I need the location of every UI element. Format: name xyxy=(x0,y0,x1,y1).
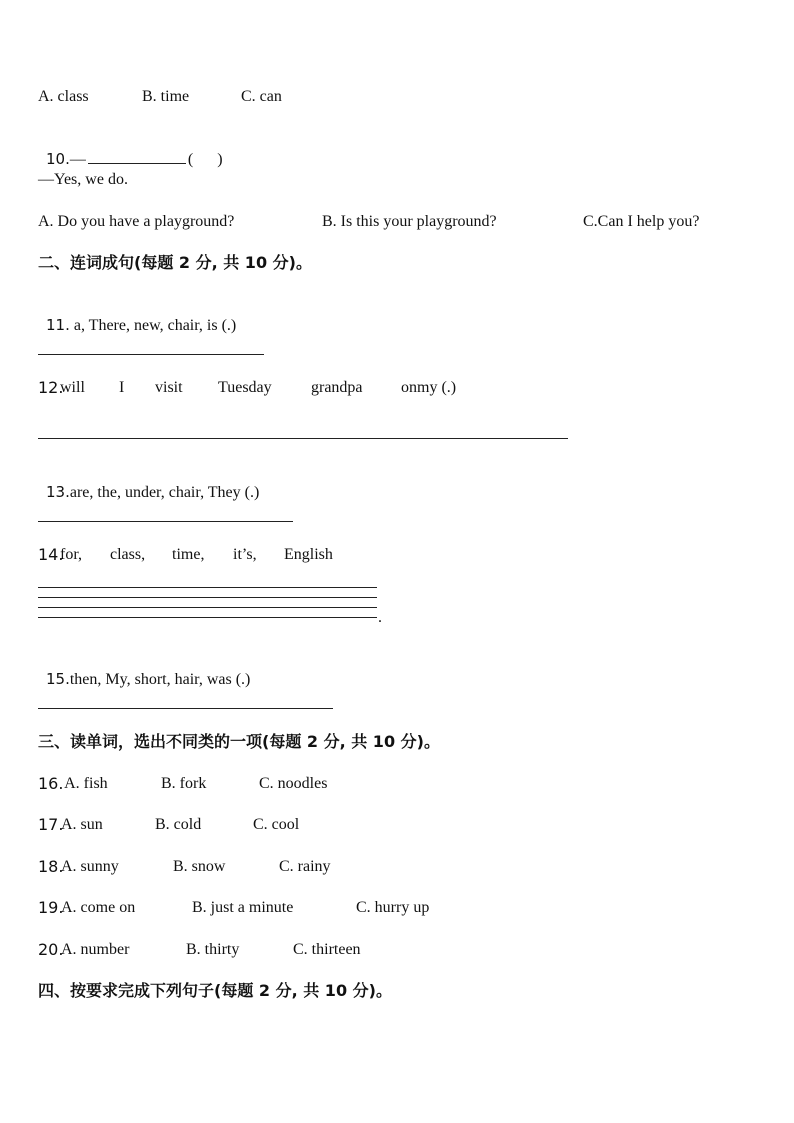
q12-word: onmy (.) xyxy=(401,379,457,396)
q11-answer-line[interactable] xyxy=(38,354,264,355)
q10-answer-blank[interactable] xyxy=(88,149,186,164)
q12-word: I xyxy=(119,379,125,396)
q18-option-c: C. rainy xyxy=(279,858,331,875)
q19-option-b: B. just a minute xyxy=(192,899,294,916)
q10-option-c: C.Can I help you? xyxy=(583,213,700,230)
q20-number: 20. xyxy=(38,940,64,959)
q18-option-b: B. snow xyxy=(173,858,226,875)
q10-dash: — xyxy=(69,151,86,168)
q13-prompt xyxy=(38,462,259,503)
q10-number: 10. xyxy=(46,150,70,168)
q14-answer-line[interactable] xyxy=(38,617,377,618)
q12-word: will xyxy=(60,379,85,396)
q17-option-a: A. sun xyxy=(61,816,103,833)
q15-words: then, My, short, hair, was (.) xyxy=(69,671,251,688)
q14-word: time, xyxy=(172,546,205,563)
q10-paren: ( ) xyxy=(187,151,223,168)
q19-number: 19. xyxy=(38,898,64,917)
q9-option-a: A. class xyxy=(38,88,89,105)
q16-number: 16. xyxy=(38,774,64,793)
q12-word: visit xyxy=(155,379,183,396)
q10-option-a: A. Do you have a playground? xyxy=(38,213,235,230)
q12-answer-line[interactable] xyxy=(38,438,568,439)
q14-answer-line[interactable] xyxy=(38,587,377,588)
q18-number: 18. xyxy=(38,857,64,876)
q12-number: 12. xyxy=(38,378,64,397)
q9-option-b: B. time xyxy=(142,88,190,105)
section-2-title: 二、连词成句(每题 2 分, 共 10 分)。 xyxy=(38,253,312,272)
q15-answer-line[interactable] xyxy=(38,708,333,709)
q14-word: class, xyxy=(110,546,146,563)
q16-option-a: A. fish xyxy=(61,775,108,792)
q17-option-b: B. cold xyxy=(155,816,202,833)
q12-word: Tuesday xyxy=(218,379,272,396)
q12-word: grandpa xyxy=(311,379,363,396)
q20-option-c: C. thirteen xyxy=(293,941,361,958)
q17-number: 17. xyxy=(38,815,64,834)
q20-option-b: B. thirty xyxy=(186,941,240,958)
q14-answer-line[interactable] xyxy=(38,607,377,608)
q19-option-a: A. come on xyxy=(61,899,136,916)
q14-word: English xyxy=(284,546,333,563)
q14-number: 14. xyxy=(38,545,64,564)
q11-number: 11. xyxy=(46,316,70,334)
q15-prompt xyxy=(38,649,250,690)
q17-option-c: C. cool xyxy=(253,816,300,833)
q13-number: 13. xyxy=(46,483,70,501)
q10-prompt xyxy=(38,129,223,170)
q13-words: are, the, under, chair, They (.) xyxy=(69,484,260,501)
q9-option-c: C. can xyxy=(241,88,282,105)
q20-option-a: A. number xyxy=(61,941,130,958)
q14-word: it’s, xyxy=(233,546,257,563)
q15-number: 15. xyxy=(46,670,70,688)
q18-option-a: A. sunny xyxy=(61,858,119,875)
q19-option-c: C. hurry up xyxy=(356,899,430,916)
section-3-title: 三、读单词，选出不同类的一项(每题 2 分, 共 10 分)。 xyxy=(38,732,440,751)
q14-end-period: . xyxy=(378,609,382,626)
q14-answer-line[interactable] xyxy=(38,597,377,598)
q16-option-c: C. noodles xyxy=(259,775,328,792)
section-4-title: 四、按要求完成下列句子(每题 2 分, 共 10 分)。 xyxy=(38,981,392,1000)
q10-option-b: B. Is this your playground? xyxy=(322,213,497,230)
q16-option-b: B. fork xyxy=(161,775,207,792)
q10-reply: —Yes, we do. xyxy=(38,171,128,188)
q11-prompt xyxy=(38,295,236,336)
q11-words: a, There, new, chair, is (.) xyxy=(69,317,237,334)
q14-word: for, xyxy=(60,546,83,563)
q13-answer-line[interactable] xyxy=(38,521,293,522)
